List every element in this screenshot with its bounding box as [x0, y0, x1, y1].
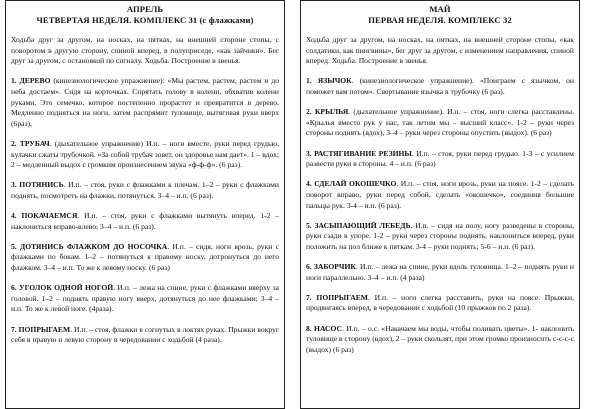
exercise-number: 3.	[306, 148, 312, 158]
exercise-number: 6.	[306, 262, 312, 272]
exercise-name: СДЕЛАЙ ОКОШЕЧКО	[314, 179, 397, 189]
left-exercise-3	[11, 180, 279, 201]
exercise-text: . И.п. – сидя на полу, ногу разведены в стороны, руки сзади в упоре. 1-2 – руки через стороны поднять, наклониться вперед, руки положить на пол ближе к пяткам. 3-4 – руки поднять; 5-6 – и.п. (6 раз).	[306, 220, 574, 251]
exercise-text: . И.п. – лежа на спине, руки с флажками вверху за головой. 1–2 – поднять правую ногу вверх, дотянуться до нее флажками; 3–4 – и.п. То же к левой ноге. (4раза).	[11, 283, 279, 314]
right-exercise-8	[306, 324, 574, 356]
left-page	[5, 0, 285, 409]
right-exercise-2	[306, 107, 574, 139]
exercise-text: . (дыхательное упражнение) И.п. – ноги вместе, руки перед грудью, кулачки сжаты трубочкой. «За собой трубач зовет, он здоровье нам дает». 1 – вдох; 2 – медленный выдох с громким произнесением звука «ф-ф-ф». (6 раз).	[11, 138, 280, 170]
exercise-number: 7.	[306, 292, 312, 302]
exercise-text: . И.п. – стоя, ноги врозь, руки на поясе. 1-2 – сделать поворот вправо, руки перед собой, сделать «окошечко», соединив большие пальцы рук. 3-4 – и.п. (6 раз).	[306, 179, 574, 210]
exercise-name: ПОКАЧАЕМСЯ	[21, 211, 78, 221]
exercise-name: НАСОС	[314, 323, 343, 333]
right-exercise-3	[306, 149, 574, 170]
right-exercise-6	[306, 262, 574, 283]
exercise-number: 1.	[11, 76, 17, 86]
exercise-text: . И.п. – о.с. «Накачаем мы воды, чтобы поливать цветы». 1- наклонить туловище в сторону (вдох), 2 – руки скользят, при этом громко произносить с-с-с-с (выдох) (6 раз)	[306, 323, 574, 354]
exercise-name: УГОЛОК ОДНОЙ НОГОЙ	[19, 283, 114, 293]
exercise-number: 2.	[11, 138, 17, 148]
exercise-number: 7.	[11, 324, 17, 334]
exercise-name: РАСТЯГИВАНИЕ РЕЗИНЫ	[314, 148, 412, 158]
exercise-number: 4.	[11, 211, 17, 221]
exercise-text: . И.п. – стоя, руки с флажками к плечам. 1–2 – руки с флажками поднять, посмотреть на флажки, потянуться. 3–4 – и.п. (6 раз).	[11, 180, 279, 200]
right-exercise-1	[306, 76, 574, 97]
exercise-name: ТРУБАЧ	[19, 138, 50, 148]
exercise-name: ЗАСЫПАЮЩИЙ ЛЕБЕДЬ	[314, 220, 411, 230]
left-exercise-1	[11, 76, 279, 129]
exercise-name: ЗАБОРЧИК	[313, 262, 356, 272]
right-exercise-5	[306, 221, 574, 253]
exercise-number: 6.	[11, 283, 17, 293]
left-intro: Ходьба друг за другом, на носках, на пятках, на внешней стороне стопы, с поворотом в другую сторону, спиной вперед, в полуприседе, «как зайчики». Бег друг за другом, с остановкой по сигналу. Ходьба. Построение в звенья.	[11, 35, 279, 66]
exercise-name: ЯЗЫЧОК	[317, 76, 352, 86]
exercise-text: . И.п. – лежа на спине, руки вдоль туловища. 1–2 – поднять руки и ноги параллельно. 3–4 – и.п. (4 раза)	[306, 262, 574, 282]
exercise-text: . И.п. – стоя, флажки в согнутых в локтях руках. Прыжки вокруг себя в правую и левую сторону в чередовании с ходьбой (4 раза).	[11, 324, 279, 345]
right-exercise-4	[306, 179, 574, 211]
right-intro: Ходьба друг за другом, на носках, на пятках, на внешней стороне стопы, «как солдатики, как пингвины», бег друг за другом, с изменением направления, спиной вперед. Ходьба. Построение в звенья.	[306, 35, 574, 66]
exercise-text: (кинезиологическое упражнение): «Мы растем, растем, растем и до неба достаем». Сидя на корточках. Спрятать голову в колени, обхватив колени руками. Это семечко, которое постепенно прорастет и превратится в дерево. Медленно подняться на ноги, затем распрямит туловище, вытягивая руки вверх (6раз),	[11, 76, 279, 128]
exercise-name: ДОТЯНИСЬ ФЛАЖКОМ ДО НОСОЧКА	[19, 241, 168, 251]
exercise-text: . (дыхательное упражнение). И.п. – стоя, ноги слегка расставлены. «Крылья вместо рук у нас, так летим мы – высший класс». 1-2 – руки через стороны поднять (вдох), 3–4 – руки через стороны опустить (выдох). (6 раз)	[306, 107, 574, 138]
exercise-name: ПОПРЫГАЕМ	[18, 324, 71, 334]
right-exercise-7	[306, 293, 574, 314]
left-exercise-5	[11, 242, 279, 274]
exercise-text: . И.п. – стоя, руки перед грудью. 1-3 – с усилием развести руки в стороны. 4 – и.п. (6 раз)	[306, 148, 574, 169]
left-exercise-4	[11, 211, 279, 232]
exercise-text: . (кинезиологическое упражнение). «Поиграем с язычком, он поможет вам потом». Свертывание язычка в трубочку (6 раз).	[306, 76, 574, 96]
left-month-title: АПРЕЛЬ	[126, 4, 164, 14]
exercise-number: 5.	[306, 220, 312, 230]
exercise-name: КРЫЛЬЯ	[314, 107, 349, 117]
exercise-name: ПОПРЫГАЕМ	[316, 292, 368, 302]
exercise-name: ПОТЯНИСЬ	[19, 180, 64, 190]
right-month-title: МАЙ	[429, 4, 451, 14]
exercise-number: 5.	[11, 241, 17, 251]
exercise-text: . И.п. – стоя, руки с флажками вытянуть вперед. 1-2 – наклониться вправо-влево; 3–4 – и.п. (6 раз).	[11, 211, 279, 231]
exercise-text: . И.п. – сидя, ноги врозь, руки с флажками по бокам. 1–2 – потянуться к правому носку, дотронуться до него флажком. 3–4 – и.п. То же к левому носку. (6 раз)	[11, 241, 279, 273]
left-exercise-7	[11, 325, 279, 346]
exercise-number: 1.	[306, 76, 312, 86]
exercise-name: ДЕРЕВО	[19, 76, 51, 86]
exercise-number: 8.	[306, 323, 312, 333]
right-page	[300, 0, 580, 409]
left-exercise-2	[11, 139, 279, 171]
left-week-title: ЧЕТВЕРТАЯ НЕДЕЛЯ. КОМПЛЕКС 31 (с флажками)	[36, 14, 254, 25]
exercise-number: 4.	[306, 179, 312, 189]
exercise-text: . И.п. – ноги слегка расставить, руки на поясе. Прыжки, продвигаясь вперед, в чередовании с ходьбой (10 прыжков по 2 раза).	[306, 292, 574, 313]
left-exercise-6	[11, 283, 279, 315]
right-week-title: ПЕРВАЯ НЕДЕЛЯ. КОМПЛЕКС 32	[368, 14, 512, 25]
exercise-number: 3.	[11, 180, 17, 190]
exercise-number: 2.	[306, 107, 312, 117]
